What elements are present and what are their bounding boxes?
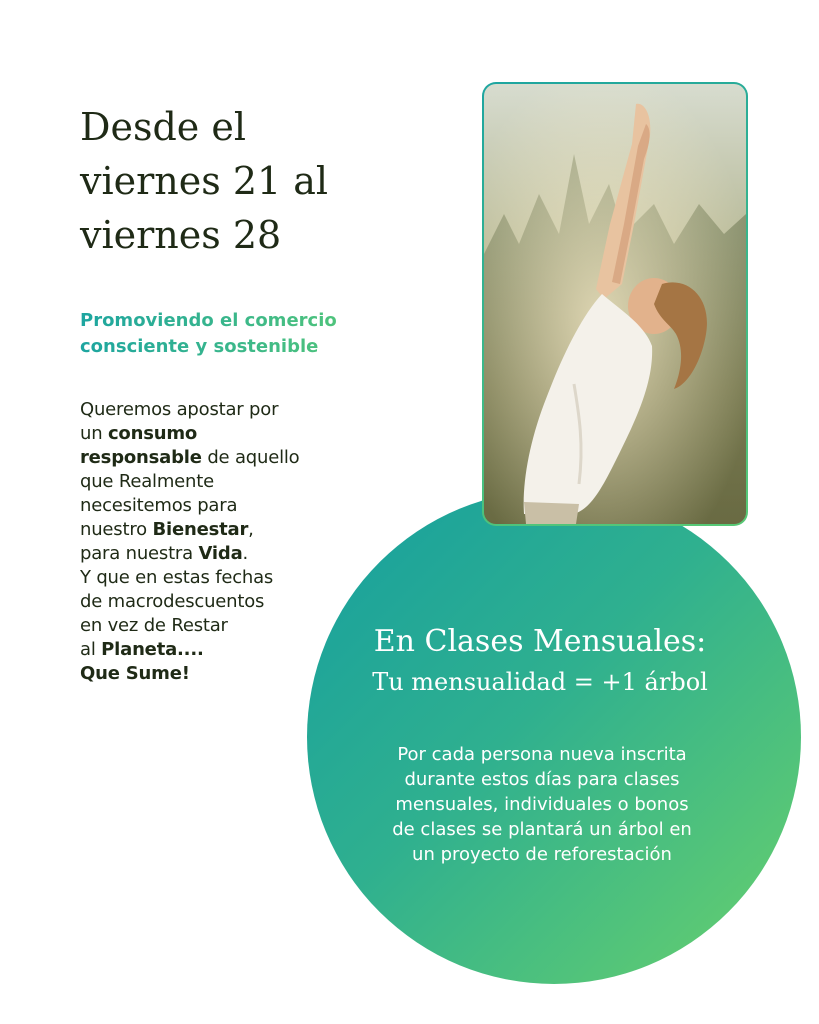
- body-text: que Realmente: [80, 471, 214, 492]
- subtitle-line: consciente y sostenible: [80, 336, 319, 357]
- body-text: ,: [248, 519, 254, 540]
- body-bold-text: Que Sume!: [80, 663, 190, 684]
- body-line: [80, 494, 400, 518]
- body-text: para nuestra: [80, 543, 199, 564]
- circle-body-line: mensuales, individuales o bonos: [395, 794, 689, 815]
- body-bold-text: consumo: [107, 423, 198, 444]
- headline: [80, 100, 440, 262]
- body-line: [80, 542, 400, 566]
- headline-line: Desde el: [80, 105, 246, 149]
- yoga-woman-photo: [484, 84, 746, 524]
- body-text: nuestro: [80, 519, 153, 540]
- body-text: al: [80, 639, 102, 660]
- body-bold-text: Vida: [198, 543, 243, 564]
- body-bold-text: Bienestar: [152, 519, 249, 540]
- body-text: un: [80, 423, 108, 444]
- circle-title: En Clases Mensuales:: [373, 624, 707, 659]
- photo-frame: [482, 82, 748, 526]
- circle-body-line: de clases se plantará un árbol en: [392, 819, 692, 840]
- promo-circle: [307, 490, 801, 984]
- body-text: Queremos apostar por: [80, 399, 279, 420]
- body-text: de macrodescuentos: [80, 591, 265, 612]
- body-text: necesitemos para: [80, 495, 238, 516]
- body-text: .: [242, 543, 249, 564]
- body-line: [80, 470, 400, 494]
- body-line: [80, 518, 400, 542]
- body-text: en vez de Restar: [80, 615, 228, 636]
- body-bold-text: Planeta....: [101, 639, 204, 660]
- circle-subtitle: Tu mensualidad = +1 árbol: [372, 668, 708, 696]
- subtitle: [80, 308, 440, 360]
- body-text: de aquello: [201, 447, 300, 468]
- headline-line: viernes 21 al: [80, 159, 329, 203]
- body-text: Y que en estas fechas: [80, 567, 274, 588]
- body-line: [80, 566, 400, 590]
- body-line: [80, 422, 400, 446]
- subtitle-line: Promoviendo el comercio: [80, 310, 337, 331]
- circle-body: [340, 742, 744, 867]
- circle-body-line: durante estos días para clases: [404, 769, 680, 790]
- body-bold-text: responsable: [80, 447, 202, 468]
- headline-line: viernes 28: [80, 213, 282, 257]
- circle-body-line: un proyecto de reforestación: [412, 844, 672, 865]
- circle-body-line: Por cada persona nueva inscrita: [397, 744, 687, 765]
- body-line: [80, 398, 400, 422]
- body-line: [80, 446, 400, 470]
